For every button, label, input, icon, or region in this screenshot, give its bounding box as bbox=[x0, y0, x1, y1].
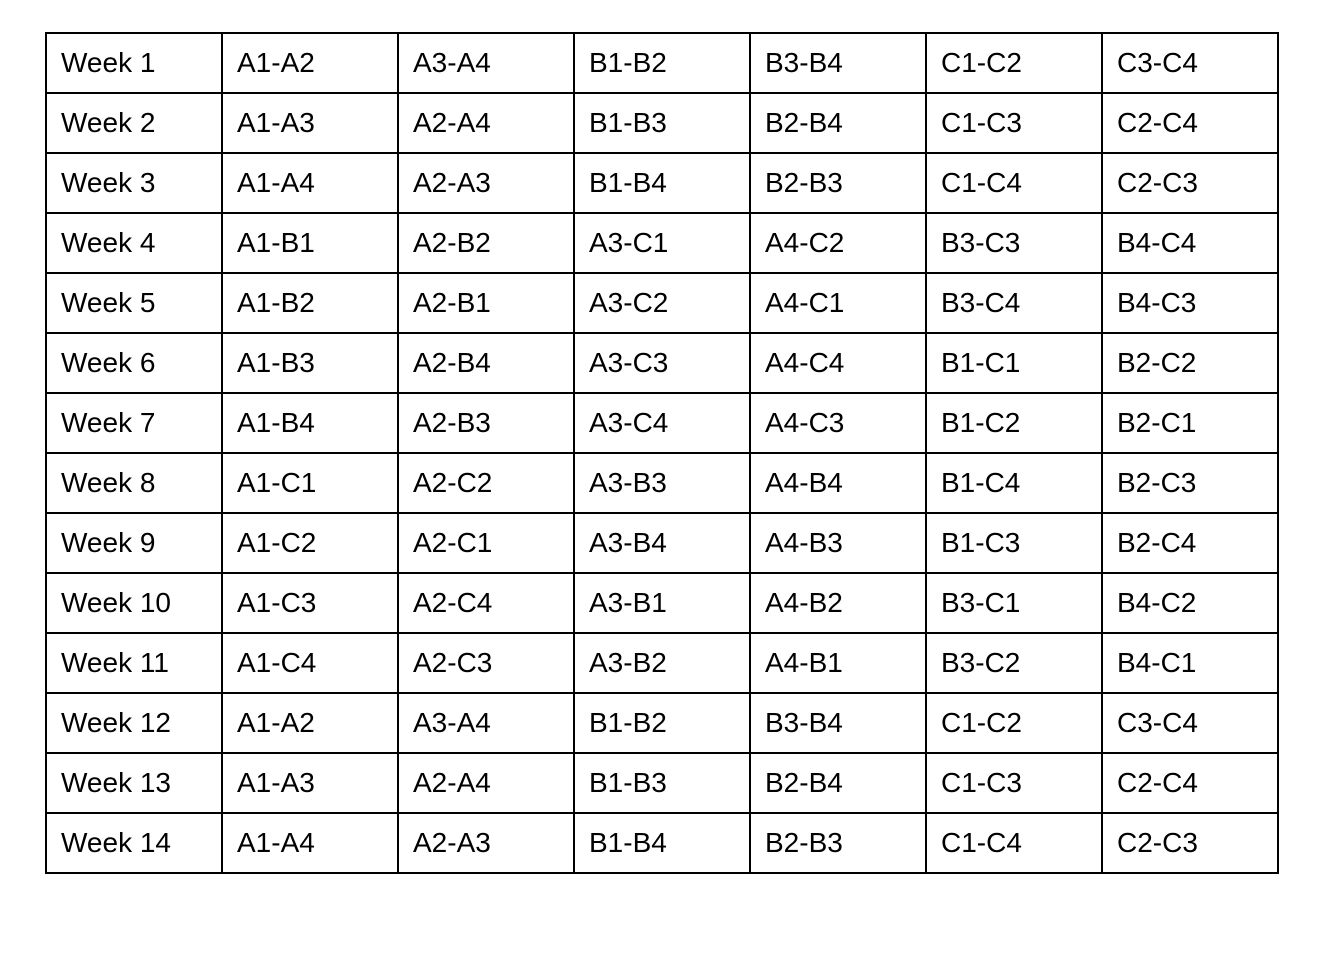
match-cell: C1-C3 bbox=[926, 753, 1102, 813]
week-label-cell: Week 7 bbox=[46, 393, 222, 453]
week-label-cell: Week 13 bbox=[46, 753, 222, 813]
table-row bbox=[46, 633, 1278, 693]
match-cell: A2-B1 bbox=[398, 273, 574, 333]
table-row bbox=[46, 813, 1278, 873]
match-cell: C2-C4 bbox=[1102, 93, 1278, 153]
schedule-body bbox=[46, 33, 1278, 873]
match-cell: A1-A3 bbox=[222, 93, 398, 153]
match-cell: A1-C2 bbox=[222, 513, 398, 573]
match-cell: B4-C2 bbox=[1102, 573, 1278, 633]
table-row bbox=[46, 573, 1278, 633]
table-row bbox=[46, 393, 1278, 453]
match-cell: A3-C1 bbox=[574, 213, 750, 273]
match-cell: A3-B4 bbox=[574, 513, 750, 573]
match-cell: C1-C4 bbox=[926, 813, 1102, 873]
table-row bbox=[46, 33, 1278, 93]
match-cell: C2-C4 bbox=[1102, 753, 1278, 813]
match-cell: B2-C1 bbox=[1102, 393, 1278, 453]
match-cell: A2-A3 bbox=[398, 153, 574, 213]
match-cell: B1-C3 bbox=[926, 513, 1102, 573]
table-row bbox=[46, 213, 1278, 273]
match-cell: B1-B3 bbox=[574, 93, 750, 153]
match-cell: A2-C4 bbox=[398, 573, 574, 633]
week-label-cell: Week 6 bbox=[46, 333, 222, 393]
match-cell: A1-A4 bbox=[222, 813, 398, 873]
match-cell: B2-B3 bbox=[750, 813, 926, 873]
match-cell: B1-B2 bbox=[574, 693, 750, 753]
match-cell: B1-B2 bbox=[574, 33, 750, 93]
match-cell: A3-A4 bbox=[398, 33, 574, 93]
match-cell: B2-B3 bbox=[750, 153, 926, 213]
match-cell: A2-B4 bbox=[398, 333, 574, 393]
match-cell: C1-C3 bbox=[926, 93, 1102, 153]
match-cell: A2-B2 bbox=[398, 213, 574, 273]
match-cell: B1-B3 bbox=[574, 753, 750, 813]
match-cell: A3-B1 bbox=[574, 573, 750, 633]
table-row bbox=[46, 93, 1278, 153]
match-cell: A3-C3 bbox=[574, 333, 750, 393]
table-row bbox=[46, 753, 1278, 813]
week-label-cell: Week 4 bbox=[46, 213, 222, 273]
match-cell: A2-C2 bbox=[398, 453, 574, 513]
week-label-cell: Week 5 bbox=[46, 273, 222, 333]
week-label-cell: Week 1 bbox=[46, 33, 222, 93]
match-cell: B1-C2 bbox=[926, 393, 1102, 453]
match-cell: C1-C2 bbox=[926, 33, 1102, 93]
match-cell: C2-C3 bbox=[1102, 813, 1278, 873]
match-cell: B1-C4 bbox=[926, 453, 1102, 513]
match-cell: A1-B4 bbox=[222, 393, 398, 453]
match-cell: B2-C2 bbox=[1102, 333, 1278, 393]
match-cell: A1-C4 bbox=[222, 633, 398, 693]
match-cell: B3-C1 bbox=[926, 573, 1102, 633]
match-cell: A1-B3 bbox=[222, 333, 398, 393]
match-cell: C2-C3 bbox=[1102, 153, 1278, 213]
match-cell: A3-B2 bbox=[574, 633, 750, 693]
match-cell: A4-B1 bbox=[750, 633, 926, 693]
match-cell: A2-C3 bbox=[398, 633, 574, 693]
match-cell: B4-C4 bbox=[1102, 213, 1278, 273]
match-cell: B3-B4 bbox=[750, 33, 926, 93]
table-row bbox=[46, 693, 1278, 753]
match-cell: A4-C1 bbox=[750, 273, 926, 333]
match-cell: A1-A2 bbox=[222, 33, 398, 93]
match-cell: B3-C3 bbox=[926, 213, 1102, 273]
match-cell: A1-C3 bbox=[222, 573, 398, 633]
match-cell: B2-B4 bbox=[750, 753, 926, 813]
match-cell: A3-C4 bbox=[574, 393, 750, 453]
table-row bbox=[46, 453, 1278, 513]
match-cell: B4-C3 bbox=[1102, 273, 1278, 333]
match-cell: A4-B3 bbox=[750, 513, 926, 573]
match-cell: A3-A4 bbox=[398, 693, 574, 753]
match-cell: A2-A4 bbox=[398, 93, 574, 153]
match-cell: A1-B1 bbox=[222, 213, 398, 273]
match-cell: A2-A4 bbox=[398, 753, 574, 813]
match-cell: A4-C2 bbox=[750, 213, 926, 273]
match-cell: A1-A4 bbox=[222, 153, 398, 213]
match-cell: A4-C3 bbox=[750, 393, 926, 453]
week-label-cell: Week 10 bbox=[46, 573, 222, 633]
match-cell: A1-A2 bbox=[222, 693, 398, 753]
match-cell: B2-C4 bbox=[1102, 513, 1278, 573]
week-label-cell: Week 14 bbox=[46, 813, 222, 873]
match-cell: A4-B4 bbox=[750, 453, 926, 513]
match-cell: A2-C1 bbox=[398, 513, 574, 573]
table-row bbox=[46, 273, 1278, 333]
match-cell: A3-C2 bbox=[574, 273, 750, 333]
week-label-cell: Week 11 bbox=[46, 633, 222, 693]
table-row bbox=[46, 153, 1278, 213]
match-cell: B2-C3 bbox=[1102, 453, 1278, 513]
match-cell: A1-A3 bbox=[222, 753, 398, 813]
match-cell: A2-B3 bbox=[398, 393, 574, 453]
match-cell: B3-C4 bbox=[926, 273, 1102, 333]
match-cell: A2-A3 bbox=[398, 813, 574, 873]
week-label-cell: Week 8 bbox=[46, 453, 222, 513]
match-cell: C3-C4 bbox=[1102, 693, 1278, 753]
match-cell: A3-B3 bbox=[574, 453, 750, 513]
schedule-table bbox=[45, 32, 1279, 874]
match-cell: C3-C4 bbox=[1102, 33, 1278, 93]
match-cell: B2-B4 bbox=[750, 93, 926, 153]
match-cell: B1-B4 bbox=[574, 813, 750, 873]
match-cell: A4-B2 bbox=[750, 573, 926, 633]
match-cell: C1-C4 bbox=[926, 153, 1102, 213]
match-cell: A1-B2 bbox=[222, 273, 398, 333]
week-label-cell: Week 9 bbox=[46, 513, 222, 573]
table-row bbox=[46, 333, 1278, 393]
match-cell: B1-B4 bbox=[574, 153, 750, 213]
week-label-cell: Week 2 bbox=[46, 93, 222, 153]
match-cell: B3-B4 bbox=[750, 693, 926, 753]
match-cell: B3-C2 bbox=[926, 633, 1102, 693]
match-cell: C1-C2 bbox=[926, 693, 1102, 753]
match-cell: B4-C1 bbox=[1102, 633, 1278, 693]
table-row bbox=[46, 513, 1278, 573]
match-cell: A4-C4 bbox=[750, 333, 926, 393]
week-label-cell: Week 12 bbox=[46, 693, 222, 753]
match-cell: A1-C1 bbox=[222, 453, 398, 513]
week-label-cell: Week 3 bbox=[46, 153, 222, 213]
match-cell: B1-C1 bbox=[926, 333, 1102, 393]
